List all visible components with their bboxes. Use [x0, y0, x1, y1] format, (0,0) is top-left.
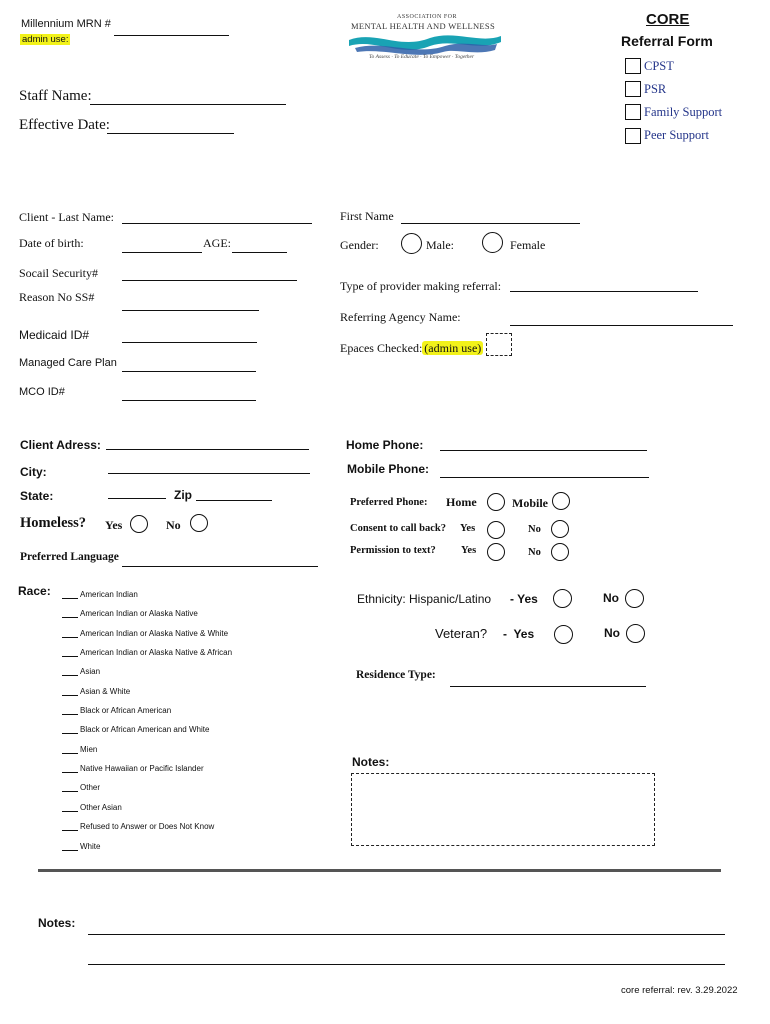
- ethnicity-yes-radio[interactable]: [553, 589, 572, 608]
- race-option[interactable]: Asian & White: [62, 687, 130, 696]
- race-option[interactable]: American Indian or Alaska Native & African: [62, 648, 232, 657]
- female-label: Female: [510, 238, 546, 252]
- ethnicity-yes-label: - Yes: [510, 592, 538, 606]
- gender-label: Gender:: [340, 238, 379, 252]
- race-option[interactable]: White: [62, 842, 100, 851]
- female-radio[interactable]: [482, 232, 503, 253]
- referring-agency-label: Referring Agency Name:: [340, 310, 461, 324]
- admin-use-label: admin use:: [22, 34, 69, 45]
- homeless-yes-radio[interactable]: [130, 515, 148, 533]
- consent-yes-label: Yes: [460, 523, 476, 534]
- mrn-label: Millennium MRN #: [21, 18, 111, 30]
- race-option[interactable]: Mien: [62, 745, 97, 754]
- race-option[interactable]: Other: [62, 783, 100, 792]
- zip-label: Zip: [174, 488, 192, 502]
- ssn-field[interactable]: [122, 280, 297, 281]
- homeless-yes-label: Yes: [105, 518, 123, 532]
- effective-date-label: Effective Date:: [19, 117, 110, 133]
- footer-notes-label: Notes:: [38, 916, 76, 930]
- homeless-no-radio[interactable]: [190, 514, 208, 532]
- section-divider: [38, 869, 721, 872]
- revision-text: core referral: rev. 3.29.2022: [621, 985, 738, 996]
- veteran-label: Veteran?: [435, 626, 488, 641]
- footer-notes-line-2[interactable]: [88, 964, 725, 965]
- first-name-label: First Name: [340, 209, 394, 223]
- form-subtitle: Referral Form: [621, 33, 713, 49]
- veteran-no-radio[interactable]: [626, 624, 645, 643]
- referring-agency-field[interactable]: [510, 325, 733, 326]
- preferred-phone-label: Preferred Phone:: [350, 497, 428, 508]
- home-phone-label: Home Phone:: [346, 438, 424, 452]
- epaces-label: Epaces Checked: (admin use): [340, 341, 482, 355]
- state-label: State:: [20, 489, 54, 503]
- veteran-no-label: No: [604, 626, 620, 640]
- veteran-yes-radio[interactable]: [554, 625, 573, 644]
- consent-no-radio[interactable]: [551, 520, 569, 538]
- reason-no-ssn-field[interactable]: [122, 310, 259, 311]
- reason-no-ssn-label: Reason No SS#: [19, 290, 95, 304]
- permission-yes-radio[interactable]: [487, 543, 505, 561]
- notes-box[interactable]: [351, 773, 655, 846]
- family-support-checkbox[interactable]: [625, 104, 641, 120]
- race-option[interactable]: Black or African American and White: [62, 725, 209, 734]
- home-phone-field[interactable]: [440, 450, 647, 451]
- family-support-label: Family Support: [644, 105, 723, 119]
- address-field[interactable]: [106, 449, 309, 450]
- pref-home-radio[interactable]: [487, 493, 505, 511]
- effective-date-field[interactable]: [107, 133, 234, 134]
- peer-support-checkbox[interactable]: [625, 128, 641, 144]
- consent-yes-radio[interactable]: [487, 521, 505, 539]
- race-option[interactable]: Refused to Answer or Does Not Know: [62, 822, 214, 831]
- dob-label: Date of birth:: [19, 236, 84, 250]
- language-field[interactable]: [122, 566, 318, 567]
- male-radio[interactable]: [401, 233, 422, 254]
- provider-type-field[interactable]: [510, 291, 698, 292]
- mco-field[interactable]: [122, 400, 256, 401]
- state-field[interactable]: [108, 498, 166, 499]
- veteran-yes-label: - Yes: [503, 627, 535, 641]
- peer-support-label: Peer Support: [644, 128, 709, 142]
- managed-care-label: Managed Care Plan: [19, 357, 117, 369]
- residence-label: Residence Type:: [356, 669, 436, 681]
- cpst-checkbox[interactable]: [625, 58, 641, 74]
- pref-home-label: Home: [446, 495, 477, 509]
- medicaid-field[interactable]: [122, 342, 257, 343]
- ssn-label: Socail Security#: [19, 266, 98, 280]
- age-label: AGE:: [203, 236, 231, 250]
- ethnicity-no-label: No: [603, 591, 619, 605]
- mco-label: MCO ID#: [19, 386, 65, 398]
- permission-label: Permission to text?: [350, 545, 436, 556]
- address-label: Client Adress:: [20, 438, 101, 452]
- footer-notes-line-1[interactable]: [88, 934, 725, 935]
- race-option[interactable]: Native Hawaiian or Pacific Islander: [62, 764, 204, 773]
- permission-yes-label: Yes: [461, 545, 477, 556]
- ethnicity-no-radio[interactable]: [625, 589, 644, 608]
- consent-no-label: No: [528, 524, 541, 535]
- age-field[interactable]: [232, 252, 287, 253]
- race-option[interactable]: American Indian: [62, 590, 138, 599]
- cpst-label: CPST: [644, 59, 674, 73]
- epaces-checkbox[interactable]: [486, 333, 512, 356]
- first-name-field[interactable]: [401, 223, 580, 224]
- last-name-field[interactable]: [122, 223, 312, 224]
- mobile-phone-label: Mobile Phone:: [347, 462, 429, 476]
- language-label: Preferred Language: [20, 551, 119, 563]
- last-name-label: Client - Last Name:: [19, 210, 114, 224]
- staff-name-label: Staff Name:: [19, 88, 92, 104]
- pref-mobile-label: Mobile: [512, 496, 548, 510]
- association-logo: ASSOCIATION FOR MENTAL HEALTH AND WELLNESS To Assess · To Educate · To Empower · Together: [345, 14, 505, 64]
- consent-label: Consent to call back?: [350, 523, 446, 534]
- pref-mobile-radio[interactable]: [552, 492, 570, 510]
- psr-checkbox[interactable]: [625, 81, 641, 97]
- provider-type-label: Type of provider making referral:: [340, 279, 502, 293]
- city-field[interactable]: [108, 473, 310, 474]
- managed-care-field[interactable]: [122, 371, 256, 372]
- race-option[interactable]: Other Asian: [62, 803, 122, 812]
- mrn-field[interactable]: [114, 35, 229, 36]
- mobile-phone-field[interactable]: [440, 477, 649, 478]
- homeless-no-label: No: [166, 518, 181, 532]
- medicaid-label: Medicaid ID#: [19, 328, 90, 342]
- race-option[interactable]: Black or African American: [62, 706, 171, 715]
- residence-field[interactable]: [450, 686, 646, 687]
- staff-name-field[interactable]: [90, 104, 286, 105]
- race-option[interactable]: Asian: [62, 667, 100, 676]
- male-label: Male:: [426, 238, 454, 252]
- permission-no-label: No: [528, 547, 541, 558]
- psr-label: PSR: [644, 82, 667, 96]
- zip-field[interactable]: [196, 500, 272, 501]
- homeless-label: Homeless?: [20, 515, 87, 531]
- form-title: CORE: [646, 11, 690, 28]
- dob-field[interactable]: [122, 252, 202, 253]
- race-option[interactable]: American Indian or Alaska Native: [62, 609, 198, 618]
- ethnicity-label: Ethnicity: Hispanic/Latino: [357, 592, 492, 606]
- notes-label: Notes:: [352, 755, 390, 769]
- race-option[interactable]: American Indian or Alaska Native & White: [62, 629, 228, 638]
- city-label: City:: [20, 465, 47, 479]
- race-label: Race:: [18, 584, 51, 598]
- permission-no-radio[interactable]: [551, 543, 569, 561]
